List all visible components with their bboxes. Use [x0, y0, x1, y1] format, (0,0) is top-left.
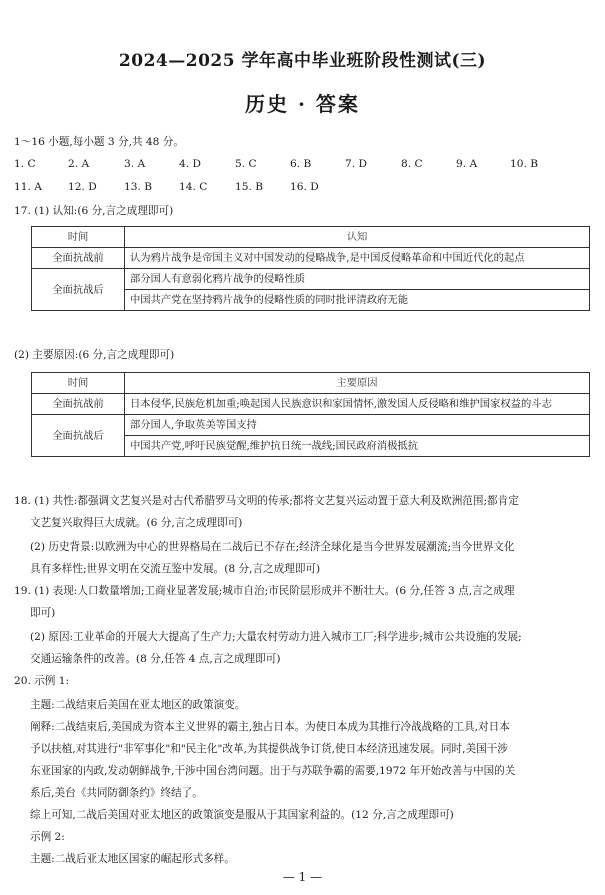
table-row	[32, 415, 590, 436]
q20-example-2-label: 示例 2:	[30, 831, 65, 843]
mc-answer: 9. A	[456, 158, 478, 170]
q17-table-1	[31, 226, 590, 311]
q20-theme-1: 主题:二战结束后美国在亚太地区的政策演变。	[30, 699, 246, 711]
q18-part1-line-1: 18. (1) 共性:都强调文艺复兴是对古代希腊罗马文明的传承;都将文艺复兴运动置于意大利及欧洲范围;都肯定	[14, 495, 519, 507]
mc-answer: 7. D	[345, 158, 367, 170]
q20-example-1-label: 20. 示例 1:	[14, 675, 70, 687]
q20-explanation-line-3: 东亚国家的内政,发动朝鲜战争,干涉中国台湾问题。出于与苏联争霸的需要,1972 年开始改善与中国的关	[30, 765, 516, 777]
q19-part1-line-1: 19. (1) 表现:人口数量增加;工商业显著发展;城市自治;市民阶层形成并不断壮大。(6 分,任答 3 点,言之成理	[14, 585, 515, 597]
table-header-cell: 时间	[32, 227, 125, 248]
table-content-cell: 部分国人有意弱化鸦片战争的侵略性质	[125, 269, 590, 290]
q18-part2-line-2: 具有多样性;世界文明在交流互鉴中发展。(8 分,言之成理即可)	[30, 563, 321, 575]
mc-answer: 11. A	[14, 181, 42, 193]
q19-part1-line-2: 即可)	[30, 607, 56, 619]
table-row	[32, 269, 590, 290]
table-content-cell: 中国共产党,呼吁民族觉醒,维护抗日统一战线;国民政府消极抵抗	[125, 436, 590, 457]
table-content-cell: 认为鸦片战争是帝国主义对中国发动的侵略战争,是中国反侵略革命和中国近代化的起点	[125, 248, 590, 269]
table-content-cell: 中国共产党在坚持鸦片战争的侵略性质的同时批评清政府无能	[125, 290, 590, 311]
q20-theme-2: 主题:二战后亚太地区国家的崛起形式多样。	[30, 853, 235, 865]
mc-answer: 13. B	[124, 181, 152, 193]
table-content-cell: 部分国人,争取英美等国支持	[125, 415, 590, 436]
mc-answer: 12. D	[68, 181, 97, 193]
q17-table-2	[31, 372, 590, 457]
table-time-cell: 全面抗战前	[32, 394, 125, 415]
q18-part2-line-1: (2) 历史背景:以欧洲为中心的世界格局在二战后已不存在;经济全球化是当今世界发展潮流;当今世界文化	[30, 541, 515, 553]
mc-answer: 14. C	[179, 181, 208, 193]
q20-summary: 综上可知,二战后美国对亚太地区的政策演变是服从于其国家利益的。(12 分,言之成理即可)	[30, 809, 454, 821]
table-header-cell: 认知	[125, 227, 590, 248]
mc-answer: 3. A	[124, 158, 146, 170]
table-time-cell: 全面抗战后	[32, 269, 125, 311]
table-header-cell: 时间	[32, 373, 125, 394]
mc-answer: 8. C	[401, 158, 423, 170]
q20-explanation-line-1: 阐释:二战结束后,美国成为资本主义世界的霸主,独占日本。为使日本成为其推行冷战战略的工具,对日本	[30, 721, 510, 733]
q20-explanation-line-4: 系后,美台《共同防御条约》终结了。	[30, 787, 203, 799]
mc-answer: 15. B	[235, 181, 263, 193]
mc-answer: 16. D	[290, 181, 319, 193]
q17-part2-label: (2) 主要原因:(6 分,言之成理即可)	[14, 349, 175, 361]
mc-answer: 5. C	[235, 158, 257, 170]
mc-answer: 2. A	[68, 158, 90, 170]
q18-part1-line-2: 文艺复兴取得巨大成就。(6 分,言之成理即可)	[30, 517, 243, 529]
table-header-row	[32, 227, 590, 248]
mc-answer: 10. B	[510, 158, 538, 170]
table-header-row	[32, 373, 590, 394]
q17-part1-label: 17. (1) 认知:(6 分,言之成理即可)	[14, 205, 174, 217]
table-time-cell: 全面抗战前	[32, 248, 125, 269]
table-time-cell: 全面抗战后	[32, 415, 125, 457]
q20-explanation-line-2: 予以扶植,对其进行"非军事化"和"民主化"改革,为其提供战争订货,使日本经济迅速发展。同时,美国干涉	[30, 743, 508, 755]
table-row	[32, 394, 590, 415]
page-title: 2024—2025 学年高中毕业班阶段性测试(三)	[118, 51, 487, 71]
q19-part2-line-2: 交通运输条件的改善。(8 分,任答 4 点,言之成理即可)	[30, 653, 281, 665]
mc-answer: 4. D	[179, 158, 201, 170]
page-subtitle: 历史 · 答案	[245, 92, 360, 116]
page-number: — 1 —	[282, 870, 323, 884]
mc-answer: 6. B	[290, 158, 312, 170]
table-row	[32, 248, 590, 269]
mc-answer: 1. C	[14, 158, 36, 170]
table-header-cell: 主要原因	[125, 373, 590, 394]
q19-part2-line-1: (2) 原因:工业革命的开展大大提高了生产力;大量农村劳动力进入城市工厂;科学进步;城市公共设施的发展;	[30, 631, 522, 643]
mc-intro: 1～16 小题,每小题 3 分,共 48 分。	[14, 136, 184, 148]
table-content-cell: 日本侵华,民族危机加重;唤起国人民族意识和家国情怀,激发国人反侵略和维护国家权益的斗志	[125, 394, 590, 415]
